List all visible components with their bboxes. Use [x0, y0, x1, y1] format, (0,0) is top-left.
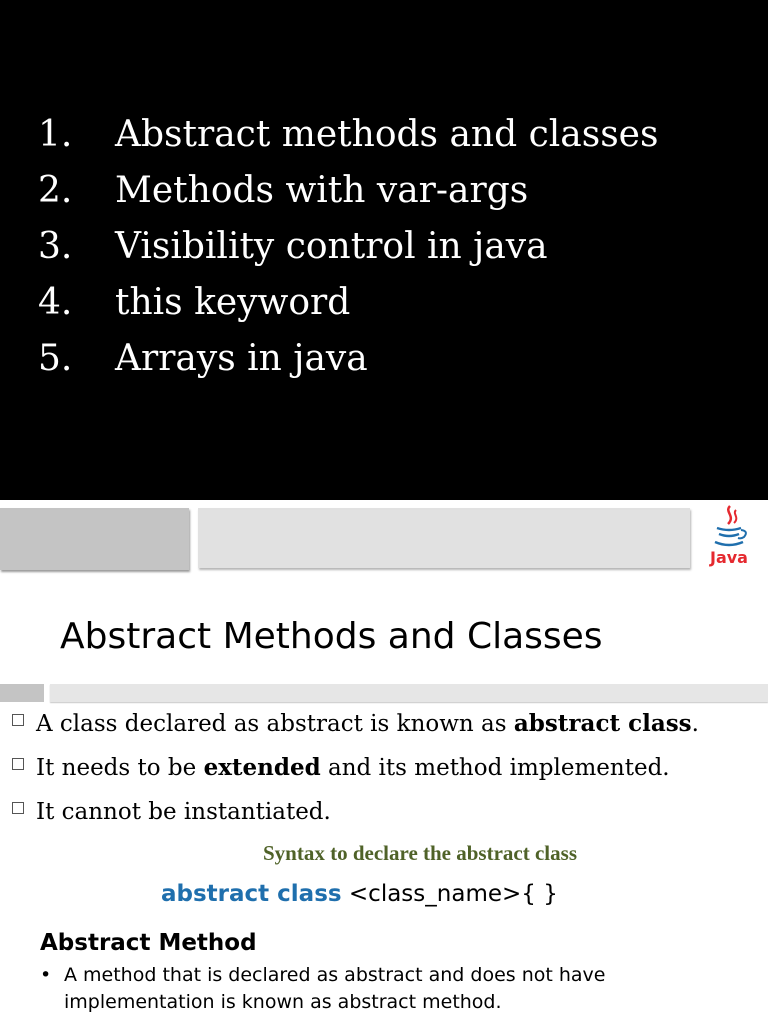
- topic-number: 1.: [38, 113, 73, 155]
- slide-title: Abstract Methods and Classes: [60, 616, 603, 657]
- topic-text: Arrays in java: [115, 337, 368, 379]
- bullet-dot: •: [40, 964, 52, 986]
- underline-left-block: [0, 684, 44, 702]
- syntax-caption: Syntax to declare the abstract class: [263, 841, 577, 865]
- underline-bar: [50, 684, 768, 702]
- topic-item: [38, 106, 658, 162]
- bullet-item: [12, 701, 699, 745]
- topic-text: Abstract methods and classes: [115, 113, 659, 155]
- topic-number: 3.: [38, 225, 73, 267]
- topic-number: 2.: [38, 169, 73, 211]
- topic-number: 4.: [38, 281, 73, 323]
- header-mid-panel: [198, 508, 690, 568]
- topic-number: 5.: [38, 337, 73, 379]
- square-bullet-icon: [12, 758, 24, 770]
- topics-slide: [0, 0, 768, 500]
- bullet-text: It needs to be extended and its method implemented.: [36, 753, 670, 781]
- topic-item: [38, 162, 658, 218]
- square-bullet-icon: [12, 802, 24, 814]
- java-cup-icon: [700, 504, 758, 550]
- java-logo: [700, 504, 758, 570]
- syntax-keyword: abstract class: [161, 881, 342, 907]
- title-underline-band: [0, 681, 768, 703]
- syntax-code: [161, 881, 558, 907]
- syntax-rest: <class_name>{ }: [341, 881, 558, 907]
- java-logo-text: Java: [710, 548, 748, 567]
- header-band: [0, 500, 768, 572]
- header-left-panel: [0, 508, 189, 570]
- abstract-method-heading: Abstract Method: [40, 930, 257, 956]
- bullet-item: [12, 745, 699, 789]
- abstract-method-bullet: [40, 962, 750, 1016]
- bullet-text: A class declared as abstract is known as abstract class.: [36, 709, 699, 737]
- bullet-item: [12, 789, 699, 833]
- bullet-text: It cannot be instantiated.: [36, 798, 331, 825]
- topics-list: [38, 106, 658, 386]
- topic-text: Visibility control in java: [115, 225, 548, 267]
- topic-item: [38, 218, 658, 274]
- square-bullet-icon: [12, 714, 24, 726]
- topic-item: [38, 274, 658, 330]
- topic-text: Methods with var-args: [115, 169, 529, 211]
- topic-item: [38, 330, 658, 386]
- abstract-classes-slide: [0, 500, 768, 1024]
- slide-bullets: [12, 701, 699, 833]
- topic-text: this keyword: [115, 281, 351, 323]
- abstract-method-text: A method that is declared as abstract and does not have implementation is known as abstract method.: [64, 964, 606, 1013]
